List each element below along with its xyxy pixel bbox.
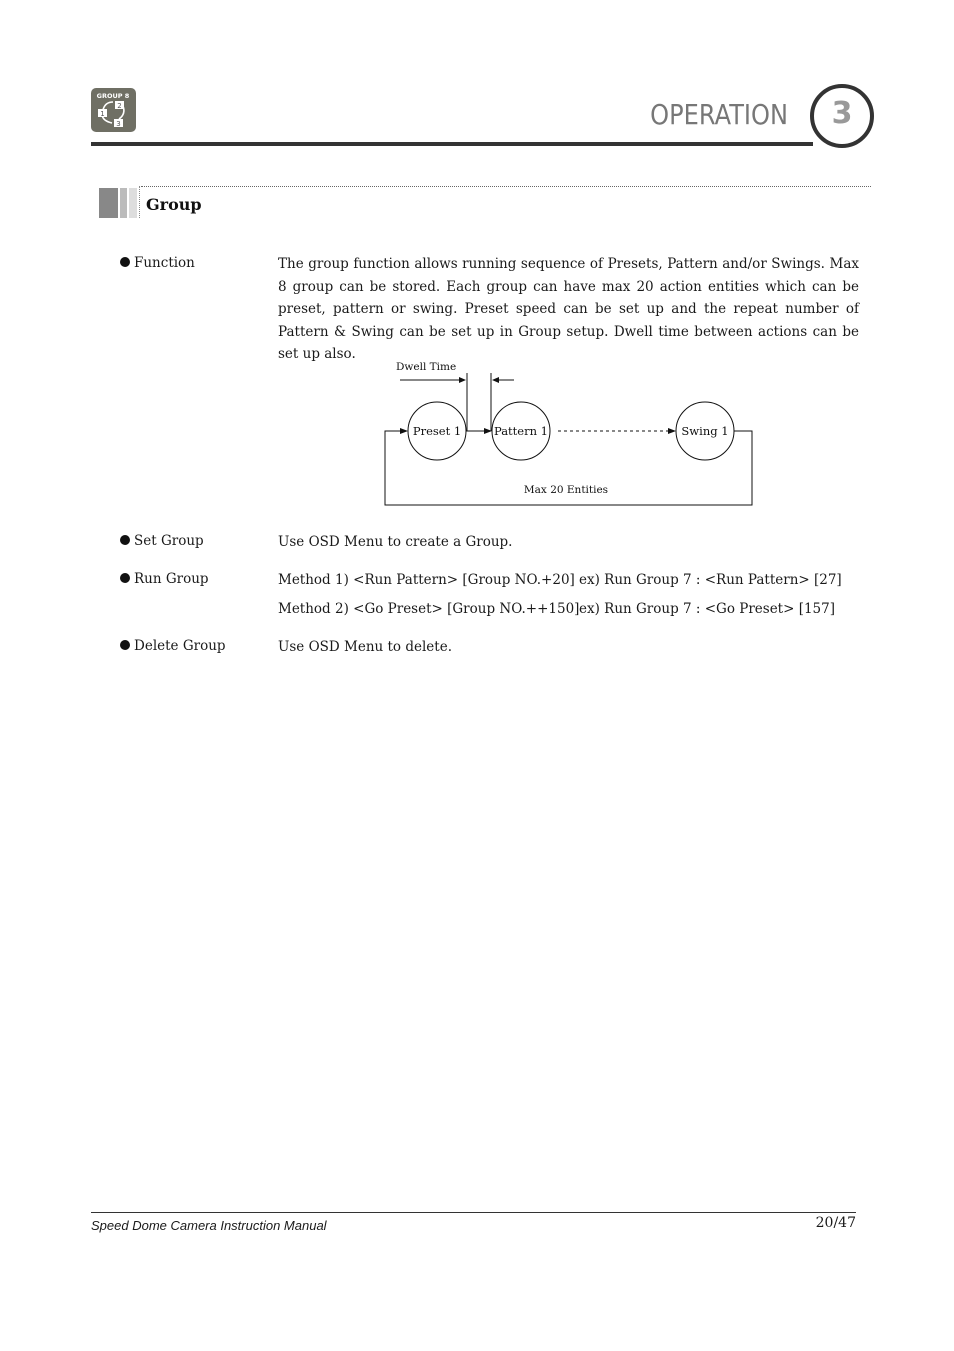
run-group-example-2: ex) Run Group 7 : <Go Preset> [157] [579,601,836,617]
section-title: Group [146,195,202,214]
function-description: The group function allows running sequence of Presets, Pattern and/or Swings. Max 8 group can be stored. Each group can have max 20 action entities which can be preset, pattern or swing. Preset speed can be set up and the repeat number of Pattern & Swing can be set up in Group setup. Dwell time between actions can be set up also. [278,256,859,362]
swing-node-label: Swing 1 [681,424,729,438]
delete-group-item [120,638,226,654]
section-divider [141,186,871,187]
group-icon-step: 3 [116,120,121,128]
manual-title: Speed Dome Camera Instruction Manual [91,1218,327,1233]
dwell-time-label: Dwell Time [396,361,457,373]
group-sequence-diagram [380,355,760,510]
run-group-label: Run Group [134,571,209,587]
group-icon-label: GROUP 8 [96,92,130,100]
bullet-icon [120,535,130,545]
page-number: 20/47 [815,1215,856,1231]
preset-node-label: Preset 1 [412,424,462,438]
bullet-icon [120,640,130,650]
run-group-method-2: Method 2) <Go Preset> [Group NO.++150] [278,601,580,617]
group-icon-step: 1 [100,110,105,118]
set-group-label: Set Group [134,533,204,549]
run-group-example-1: ex) Run Group 7 : <Run Pattern> [27] [579,572,842,588]
bullet-icon [120,573,130,583]
set-group-description: Use OSD Menu to create a Group. [278,534,513,550]
header-rule [91,142,813,146]
set-group-item [120,533,204,549]
function-label: Function [134,255,195,271]
operation-title: OPERATION [650,98,788,131]
function-item [120,255,195,271]
delete-group-description: Use OSD Menu to delete. [278,639,452,655]
section-marker [99,188,118,218]
section-marker [129,188,137,218]
pattern-node-label: Pattern 1 [493,424,549,438]
section-marker [120,188,127,218]
run-group-item [120,571,209,587]
bullet-icon [120,257,130,267]
chapter-number: 3 [831,96,853,131]
group-8-icon [91,88,136,132]
run-group-method-1: Method 1) <Run Pattern> [Group NO.+20] [278,572,575,588]
delete-group-label: Delete Group [134,638,226,654]
max-entities-label: Max 20 Entities [523,484,609,496]
group-icon-step: 2 [117,102,122,110]
footer-rule [91,1212,856,1213]
section-divider [139,186,140,218]
